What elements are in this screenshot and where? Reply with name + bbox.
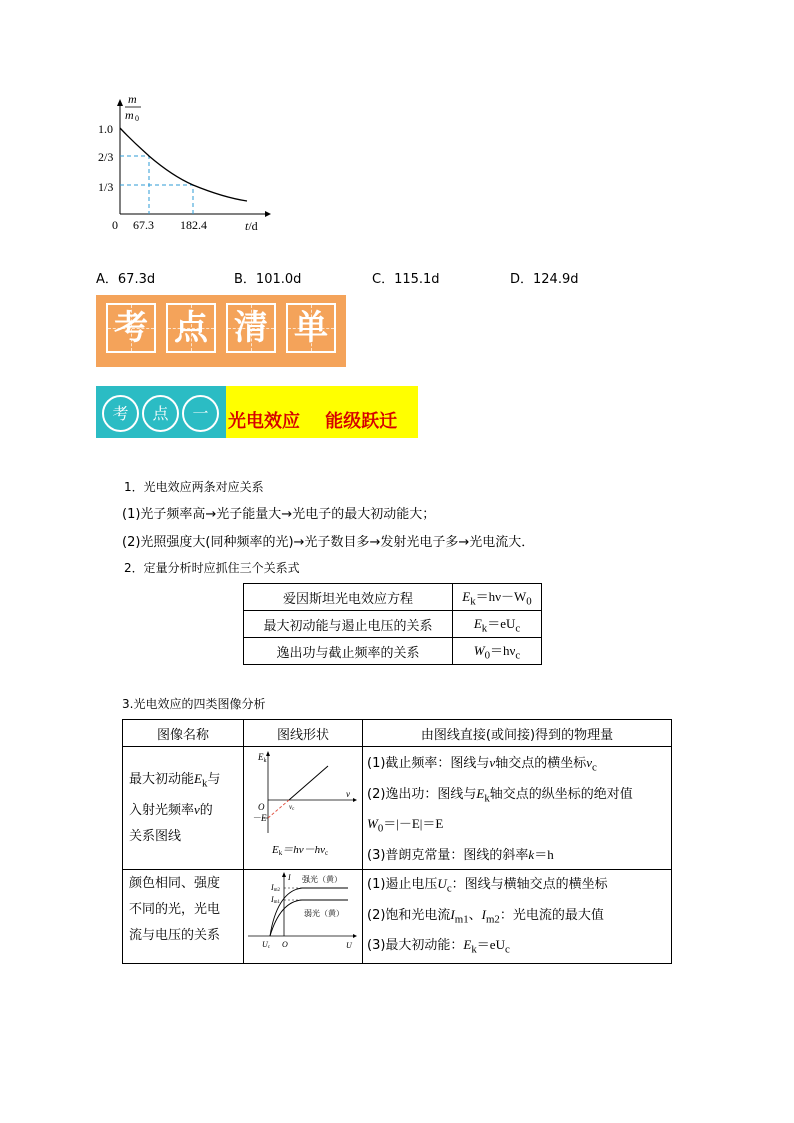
y-axis-arrow bbox=[266, 751, 270, 756]
graph-name: 颜色相同、强度 不同的光，光电 流与电压的关系 bbox=[123, 870, 244, 964]
y-axis-arrow bbox=[117, 99, 123, 106]
quantity-item: (2)逸出功：图线与$E_k$轴交点的纵坐标的绝对值 bbox=[367, 785, 633, 805]
y-tick-1: 1.0 bbox=[98, 122, 113, 136]
graph-analysis-table bbox=[122, 719, 672, 964]
y-tick-1-3: 1/3 bbox=[98, 180, 114, 194]
table-row bbox=[244, 611, 542, 638]
section-title: 光电效应 能级跃迁 bbox=[228, 411, 398, 432]
relation-formula: $W_0=h\nu_c$ bbox=[453, 638, 542, 665]
y-label-bottom: m bbox=[125, 108, 134, 122]
guide-1-3 bbox=[120, 185, 193, 214]
x-tick-67: 67.3 bbox=[133, 218, 154, 232]
kaodian-qingdan-banner bbox=[96, 295, 346, 367]
quantity-item: $W_0=|-E|=E$ bbox=[367, 816, 444, 835]
kaodian-badge bbox=[96, 386, 226, 438]
graph-name: 最大初动能$E_k$与 入射光频率ν的 关系图线 bbox=[123, 747, 244, 870]
col-header-quantity: 由图线直接(或间接)得到的物理量 bbox=[363, 720, 672, 747]
ek-formula: Ek＝hν－hνc bbox=[272, 844, 329, 857]
uc-label: Uc bbox=[262, 940, 271, 950]
ek-line bbox=[289, 766, 328, 800]
table-row bbox=[244, 638, 542, 665]
y-label-top: m bbox=[128, 92, 137, 106]
para2-title: 2．定量分析时应抓住三个关系式 bbox=[124, 561, 300, 575]
option-c[interactable]: C．115.1d bbox=[372, 272, 440, 287]
quantity-item: (3)普朗克常量：图线的斜率k＝h bbox=[367, 846, 554, 863]
x-axis-arrow bbox=[353, 934, 357, 938]
im2-label: Im2 bbox=[271, 883, 281, 893]
graph-quantities bbox=[363, 747, 672, 870]
x-tick-182: 182.4 bbox=[180, 218, 207, 232]
ek-nu-graph bbox=[244, 747, 362, 865]
option-b[interactable]: B．101.0d bbox=[234, 272, 302, 287]
para1-line1: (1)光子频率高→光子能量大→光电子的最大初动能大； bbox=[122, 507, 436, 522]
x-label: t/d bbox=[245, 219, 258, 233]
col-header-name: 图像名称 bbox=[123, 720, 244, 747]
ek-label: $E_k$ bbox=[258, 752, 267, 764]
para1-line2: (2)光照强度大(同种频率的光)→光子数目多→发射光电子多→光电流大． bbox=[122, 535, 535, 550]
x-axis-arrow bbox=[265, 211, 271, 217]
graph-shape-cell bbox=[244, 747, 363, 870]
im1-label: Im1 bbox=[271, 895, 281, 905]
badge-char: 一 bbox=[182, 395, 219, 432]
option-d[interactable]: D．124.9d bbox=[510, 272, 579, 287]
weak-light-label: 弱光（黄） bbox=[304, 909, 344, 918]
origin-label: O bbox=[258, 802, 265, 812]
x-axis-arrow bbox=[353, 798, 357, 802]
table-header-row bbox=[123, 720, 672, 747]
option-a[interactable]: A．67.3d bbox=[96, 272, 156, 287]
relation-label: 逸出功与截止频率的关系 bbox=[244, 638, 453, 665]
para3-title: 3.光电效应的四类图像分析 bbox=[122, 697, 266, 711]
i-u-graph bbox=[244, 870, 362, 952]
para1-title: 1．光电效应两条对应关系 bbox=[124, 480, 264, 494]
neg-e-label: －E bbox=[252, 813, 267, 823]
table-row bbox=[123, 747, 672, 870]
quantity-item: (1)截止频率：图线与ν轴交点的横坐标$\nu_c$ bbox=[367, 755, 597, 774]
relation-label: 最大初动能与遏止电压的关系 bbox=[244, 611, 453, 638]
quantity-item: (2)饱和光电流$I_{m1}$、$I_{m2}$：光电流的最大值 bbox=[367, 906, 604, 926]
strong-light-label: 强光（黄） bbox=[302, 875, 342, 884]
decay-curve bbox=[120, 128, 247, 201]
table-row bbox=[123, 870, 672, 964]
col-header-shape: 图线形状 bbox=[244, 720, 363, 747]
i-label: I bbox=[288, 873, 291, 882]
banner-char: 单 bbox=[286, 303, 336, 353]
banner-char: 考 bbox=[106, 303, 156, 353]
y-label-bottom-sub: 0 bbox=[135, 114, 139, 123]
y-tick-2-3: 2/3 bbox=[98, 150, 114, 164]
graph-shape-cell bbox=[244, 870, 363, 964]
table-row bbox=[244, 584, 542, 611]
u-label: U bbox=[346, 941, 352, 950]
quantity-item: (3)最大初动能：$E_k=eU_c$ bbox=[367, 937, 510, 956]
weak-light-curve bbox=[270, 900, 348, 936]
decay-chart bbox=[95, 92, 275, 237]
nu-label: ν bbox=[346, 789, 350, 799]
banner-char: 清 bbox=[226, 303, 276, 353]
banner-char: 点 bbox=[166, 303, 216, 353]
origin-label: 0 bbox=[112, 218, 118, 232]
relation-label: 爱因斯坦光电效应方程 bbox=[244, 584, 453, 611]
badge-char: 考 bbox=[102, 395, 139, 432]
extrapolation-line bbox=[268, 800, 289, 818]
section-title-box bbox=[226, 386, 418, 438]
relation-formula: $E_k=h\nu-W_0$ bbox=[453, 584, 542, 611]
relation-table bbox=[243, 583, 542, 665]
quantity-item: (1)遏止电压$U_c$：图线与横轴交点的横坐标 bbox=[367, 876, 608, 895]
relation-formula: $E_k=eU_c$ bbox=[453, 611, 542, 638]
badge-char: 点 bbox=[142, 395, 179, 432]
y-axis-arrow bbox=[282, 872, 286, 877]
graph-quantities bbox=[363, 870, 672, 964]
nu-c-label: νc bbox=[289, 803, 295, 812]
origin-label: O bbox=[282, 940, 288, 949]
